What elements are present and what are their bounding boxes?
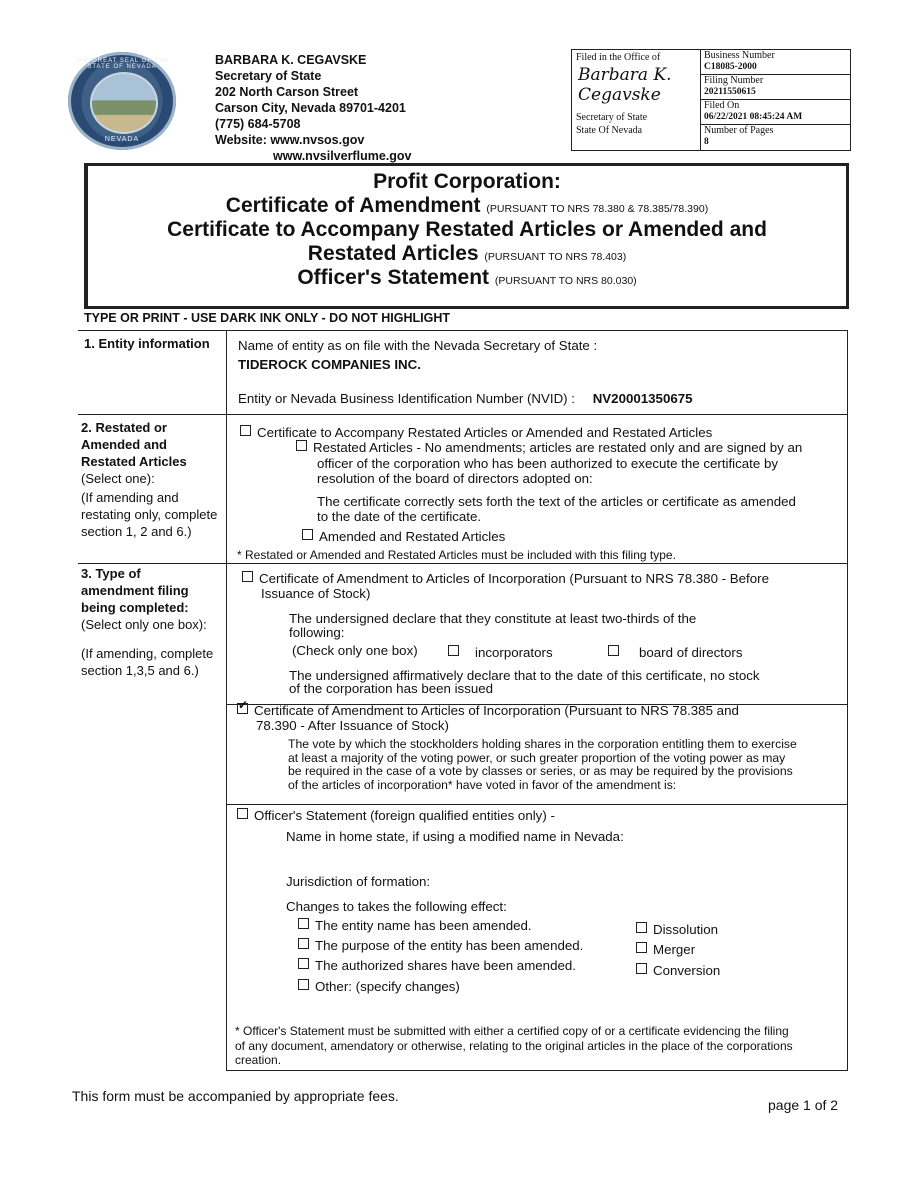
title-line2-note: (PURSUANT TO NRS 78.380 & 78.385/78.390) [486, 203, 709, 215]
title-officers-statement [88, 266, 846, 290]
entity-name-label: Name of entity as on file with the Nevada Secretary of State : [238, 338, 598, 353]
section2-note-3: section 1, 2 and 6.) [81, 524, 192, 539]
sos-website-2: www.nvsilverflume.gov [273, 149, 412, 163]
check-one-label: (Check only one box) [292, 643, 418, 658]
sos-city: Carson City, Nevada 89701-4201 [215, 101, 406, 115]
checkbox-restated-certificate[interactable] [240, 425, 251, 436]
form-title-box [84, 163, 849, 309]
checkbox-incorporators[interactable] [448, 645, 459, 656]
title-line4-text: Restated Articles [307, 242, 479, 265]
filed-in-office-label: Filed in the Office of [576, 52, 661, 63]
declare-text-2: following: [289, 625, 345, 640]
seal-text: THE GREAT SEAL OF THE STATE OF NEVADA [74, 58, 170, 70]
section3-label-1: 3. Type of [81, 566, 141, 581]
pages-label: Number of Pages [704, 125, 774, 136]
sos-street: 202 North Carson Street [215, 85, 359, 99]
sos-address-block [215, 52, 411, 164]
before-issuance-text-2: Issuance of Stock) [261, 586, 371, 601]
section2-label-1: 2. Restated or [81, 420, 167, 435]
ink-instructions: TYPE OR PRINT - USE DARK INK ONLY - DO NOT HIGHLIGHT [84, 311, 450, 325]
checkbox-change-purpose[interactable] [298, 938, 309, 949]
title-profit-corporation: Profit Corporation: [373, 170, 561, 193]
business-number-cell [701, 50, 850, 75]
entity-name-value[interactable]: TIDEROCK COMPANIES INC. [238, 357, 421, 372]
option-restated-certificate[interactable] [240, 425, 712, 440]
restated-articles-text-1: Restated Articles - No amendments; articles are restated only and are signed by an [313, 440, 803, 455]
filed-on-label: Filed On [704, 100, 740, 111]
section1-label [84, 335, 210, 352]
officer-footnote-3: creation. [235, 1053, 282, 1067]
section3-label-3: being completed: [81, 600, 189, 615]
seal-bottom-text: NEVADA [104, 136, 140, 143]
checkbox-after-issuance-checked[interactable] [237, 703, 248, 714]
sos-phone: (775) 684-5708 [215, 117, 301, 131]
vote-text-4: of the articles of incorporation* have voted in favor of the amendment is: [288, 777, 677, 792]
title-restated-articles: Certificate to Accompany Restated Articles or Amended and [167, 218, 767, 241]
filed-on-value: 06/22/2021 08:45:24 AM [704, 112, 803, 122]
changes-label: Changes to takes the following effect: [286, 899, 507, 914]
checkbox-before-issuance[interactable] [242, 571, 253, 582]
option-amended-restated[interactable] [302, 529, 505, 544]
entity-id-value[interactable]: NV20001350675 [592, 391, 693, 406]
officer-footnote-2: of any document, amendatory or otherwise, relating to the original articles in the place of the corporations [235, 1038, 793, 1053]
business-number-value: C18085-2000 [704, 62, 757, 72]
affirm-text-1: The undersigned affirmatively declare that to the date of this certificate, no stock [289, 668, 760, 683]
vote-text-1: The vote by which the stockholders holding shares in the corporation entitling them to exercise [288, 737, 797, 751]
merger-label: Merger [653, 942, 696, 957]
restated-articles-text-3: resolution of the board of directors adopted on: [317, 471, 593, 486]
checkbox-merger[interactable] [636, 942, 647, 953]
section2-note-2: restating only, complete [81, 507, 218, 522]
sos-title: Secretary of State [215, 69, 322, 83]
fees-notice: This form must be accompanied by appropriate fees. [72, 1088, 399, 1104]
filing-number-cell [701, 75, 850, 100]
checkbox-change-entity-name[interactable] [298, 918, 309, 929]
affirm-text-2: of the corporation has been issued [289, 681, 494, 696]
state-label: State Of Nevada [576, 125, 643, 136]
option-dissolution[interactable] [636, 922, 718, 937]
checkbox-amended-restated[interactable] [302, 529, 313, 540]
option-after-issuance[interactable] [237, 703, 739, 718]
after-issuance-text-2: 78.390 - After Issuance of Stock) [256, 718, 449, 733]
checkbox-restated-articles[interactable] [296, 440, 307, 451]
option-officers-statement[interactable] [237, 808, 555, 823]
vote-text-3: be required in the case of a vote by classes or series, or as may be required by the provisions [288, 764, 793, 778]
change-purpose-label: The purpose of the entity has been amended. [315, 938, 584, 953]
after-issuance-text-1: Certificate of Amendment to Articles of Incorporation (Pursuant to NRS 78.385 and [254, 703, 739, 718]
change-entity-name[interactable] [298, 918, 532, 933]
entity-id-row [238, 391, 693, 406]
change-authorized-shares[interactable] [298, 958, 576, 973]
section2-label [81, 419, 217, 540]
section2-label-3: Restated Articles [81, 454, 187, 469]
officers-statement-text-1: Officer's Statement (foreign qualified entities only) - [254, 808, 555, 823]
seal-landscape [90, 72, 158, 134]
section3-note-1: (If amending, complete [81, 646, 214, 661]
board-of-directors-label: board of directors [639, 645, 743, 660]
secretary-signature: Barbara K. Cegavske [578, 65, 672, 105]
secretary-label: Secretary of State [576, 112, 648, 123]
option-before-issuance[interactable] [242, 571, 769, 586]
vote-text-2: at least a majority of the voting power, or such greater proportion of the voting power as may [288, 750, 786, 765]
jurisdiction-label[interactable]: Jurisdiction of formation: [286, 874, 431, 889]
checkbox-dissolution[interactable] [636, 922, 647, 933]
section3-note-2: section 1,3,5 and 6.) [81, 663, 199, 678]
filing-number-value: 20211550615 [704, 87, 756, 97]
title-restated-articles-2 [88, 242, 846, 266]
option-incorporators[interactable] [448, 645, 553, 660]
checkbox-conversion[interactable] [636, 963, 647, 974]
sos-website: Website: www.nvsos.gov [215, 133, 365, 147]
change-authorized-shares-label: The authorized shares have been amended. [315, 958, 576, 973]
checkbox-officers-statement[interactable] [237, 808, 248, 819]
change-entity-name-label: The entity name has been amended. [315, 918, 532, 933]
option-conversion[interactable] [636, 963, 720, 978]
filing-number-label: Filing Number [704, 75, 764, 86]
checkbox-board-of-directors[interactable] [608, 645, 619, 656]
section3-select: (Select only one box): [81, 617, 207, 632]
section3-label-2: amendment filing [81, 583, 189, 598]
filing-stamp [571, 49, 851, 151]
vote-text [288, 738, 797, 792]
filed-on-cell [701, 100, 850, 125]
section3-label [81, 565, 213, 679]
title-line5-note: (PURSUANT TO NRS 80.030) [494, 275, 637, 287]
officers-statement-text-2: Name in home state, if using a modified name in Nevada: [286, 829, 624, 844]
certificate-text-1: The certificate correctly sets forth the text of the articles or certificate as amended [317, 494, 796, 509]
certificate-text-2: to the date of the certificate. [317, 509, 482, 524]
restated-articles-text-2: officer of the corporation who has been authorized to execute the certificate by [317, 456, 778, 471]
pages-cell [701, 125, 850, 150]
officers-statement-footnote [235, 1024, 793, 1068]
change-other[interactable] [298, 979, 460, 994]
title-line2-text: Certificate of Amendment [225, 194, 481, 217]
option-restated-articles[interactable] [296, 440, 802, 455]
conversion-label: Conversion [653, 963, 721, 978]
pages-value: 8 [704, 137, 709, 147]
option-restated-certificate-label: Certificate to Accompany Restated Articles or Amended and Restated Articles [257, 425, 713, 440]
incorporators-label: incorporators [475, 645, 553, 660]
option-board-of-directors[interactable] [608, 645, 742, 660]
dissolution-label: Dissolution [653, 922, 719, 937]
section2-note-1: (If amending and [81, 490, 179, 505]
title-certificate-amendment [88, 194, 846, 218]
amended-restated-label: Amended and Restated Articles [319, 529, 506, 544]
option-merger[interactable] [636, 942, 695, 957]
before-issuance-text-1: Certificate of Amendment to Articles of Incorporation (Pursuant to NRS 78.380 - Before [259, 571, 769, 586]
officer-footnote-1: * Officer's Statement must be submitted with either a certified copy of or a certificate evidencing the filing [235, 1024, 789, 1038]
page-number: page 1 of 2 [768, 1097, 839, 1113]
title-line4-note: (PURSUANT TO NRS 78.403) [484, 251, 627, 263]
business-number-label: Business Number [704, 50, 775, 61]
sos-name: BARBARA K. CEGAVSKE [215, 53, 367, 67]
checkbox-change-other[interactable] [298, 979, 309, 990]
change-purpose[interactable] [298, 938, 583, 953]
title-line5-text: Officer's Statement [297, 266, 490, 289]
change-other-label: Other: (specify changes) [315, 979, 460, 994]
section1-label-text: 1. Entity information [84, 336, 210, 351]
section2-footnote: * Restated or Amended and Restated Articles must be included with this filing type. [237, 548, 676, 562]
declare-text-1: The undersigned declare that they constitute at least two-thirds of the [289, 611, 697, 626]
nevada-state-seal [68, 52, 176, 150]
entity-id-label: Entity or Nevada Business Identification Number (NVID) : [238, 391, 575, 406]
checkbox-change-authorized-shares[interactable] [298, 958, 309, 969]
section2-label-2: Amended and [81, 437, 167, 452]
section2-select: (Select one): [81, 471, 155, 486]
